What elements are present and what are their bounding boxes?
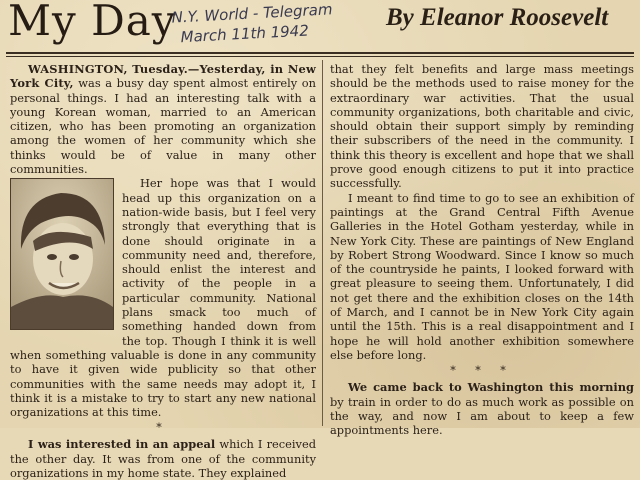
paragraph-3-rest: which I received the other day. It was from one of the community organizations in my home state. They explained — [10, 437, 317, 480]
masthead-rule — [6, 52, 634, 54]
handwritten-date: March 11th 1942 — [180, 21, 310, 47]
column-title: My Day — [8, 0, 177, 45]
right-column — [330, 62, 634, 437]
handwritten-source: N.Y. World - Telegram — [171, 0, 333, 27]
byline: By Eleanor Roosevelt — [386, 4, 609, 31]
paragraph-6-rest: by train in order to do as much work as possible on the way, and now I am about to keep a few appointments here. — [330, 394, 634, 438]
dateline: WASHINGTON, Tuesday.—Yesterday, in New York City, — [10, 62, 316, 91]
portrait-photo-icon — [11, 179, 113, 329]
handwritten-annotation — [171, 0, 389, 48]
paragraph-3 — [10, 437, 316, 480]
paragraph-2: Her hope was that I would head up this organization on a nation-wide basis, but I feel very strongly that everything that is done should originate in a community need and, therefore, should enlist the interest and activity of the people in a particular community. National plans smack too much of something handed down from the top. Though I think it is well when something valuable is done in any community to have it given wide publicity so that other communities with the same needs may adopt it, I think it is a mistake to try to start any new national organizations at this time. — [10, 176, 316, 420]
paragraph-1 — [10, 62, 316, 176]
masthead-rule-thin — [6, 56, 634, 57]
paragraph-6-lead: We came back to Washington this morning — [348, 380, 634, 395]
section-separator: * * * — [450, 364, 514, 378]
left-column — [10, 62, 316, 480]
column-divider — [322, 60, 323, 426]
section-separator: * — [156, 421, 170, 435]
paragraph-3-lead: I was interested in an appeal — [28, 437, 216, 452]
masthead — [0, 0, 640, 58]
paragraph-5: I meant to find time to go to see an exhibition of paintings at the Grand Central Fifth Avenue Galleries in the Hotel Gotham yesterday, while in New York City. These are paintings of New England by Robert Strong Woodward. Since I know so much of the countryside he paints, I looked forward with great pleasure to seeing them. Unfortunately, I did not get there and the exhibition closes on the 14th of March, and I cannot be in New York City again until the 15th. This is a real disappointment and I hope he will hold another exhibition somewhere else before long. — [330, 190, 634, 362]
dateline-rest: was a busy day spent almost entirely on personal things. I had an interesting talk with a young Korean woman, married to an American citizen, who has been promoting an organization among the women of her community which she thinks would be of value in many other communities. — [10, 76, 316, 177]
portrait-photo — [10, 178, 114, 330]
paragraph-6 — [330, 380, 634, 437]
paragraph-4: that they felt benefits and large mass meetings should be the methods used to raise money for the extraordinary war activities. That the usual community organizations, both charitable and civic, should obtain their support simply by reminding their subscribers of the need in the community. I think this theory is excellent and hope that we shall prove good enough citizens to put it into practice successfully. — [330, 62, 634, 191]
